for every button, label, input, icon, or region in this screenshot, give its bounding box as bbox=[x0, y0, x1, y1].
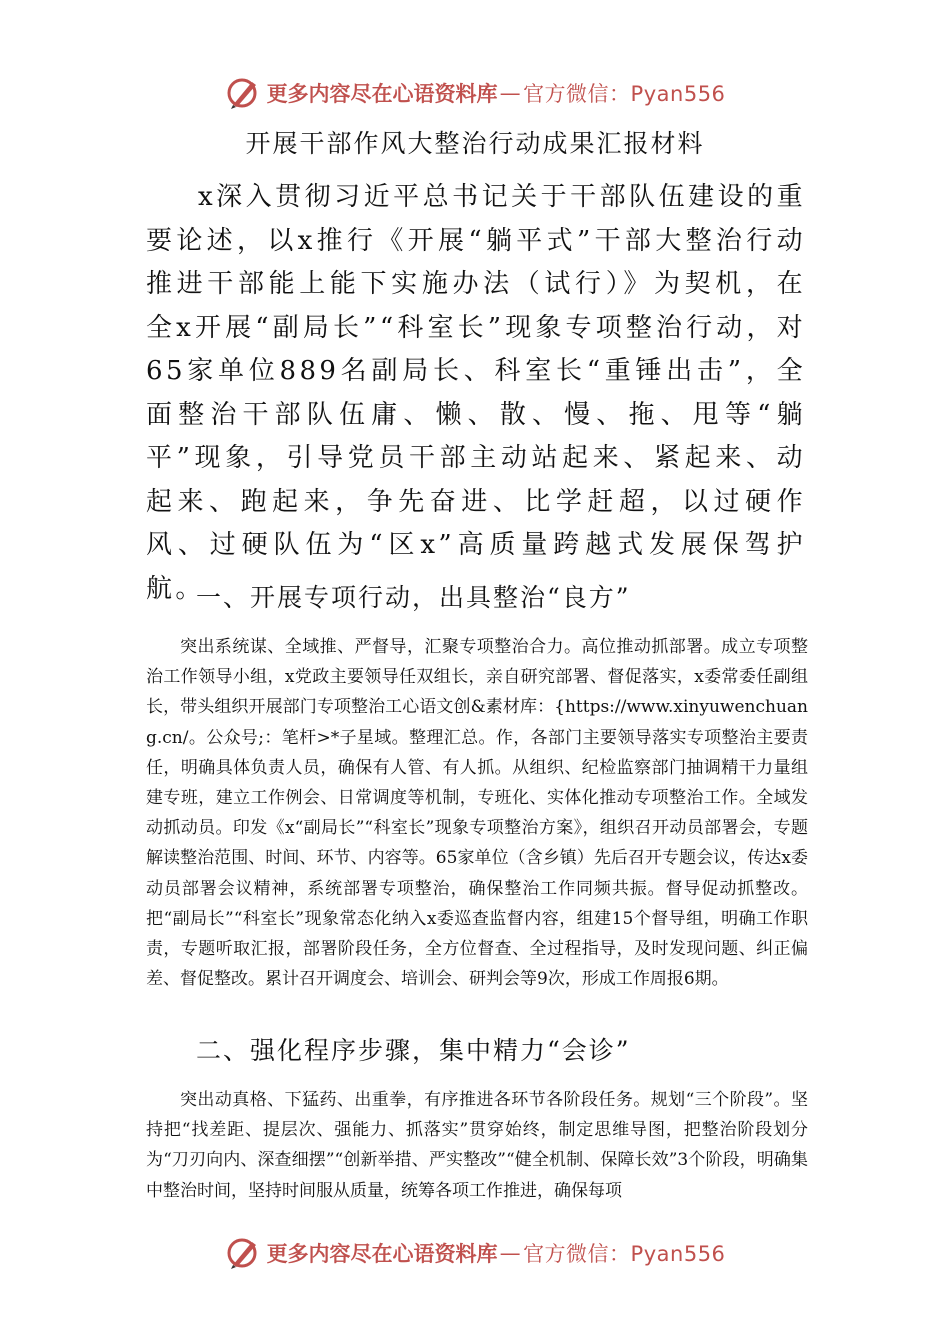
footer-watermark bbox=[0, 1233, 950, 1273]
pen-logo-icon bbox=[225, 75, 261, 111]
lead-paragraph: x深入贯彻习近平总书记关于干部队伍建设的重要论述，以x推行《开展“躺平式”干部大整治行动推进干部能上能下实施办法（试行）》为契机，在全x开展“副局长”“科室长”现象专项整治行动，对65家单位889名副局长、科室长“重锤出击”，全面整治干部队伍庸、懒、散、慢、拖、甩等“躺平”现象，引导党员干部主动站起来、紧起来、动起来、跑起来，争先奋进、比学赶超，以过硬作风、过硬队伍为“区x”高质量跨越式发展保驾护航。 bbox=[146, 182, 806, 604]
watermark-main-text: 更多内容尽在心语资料库 bbox=[266, 82, 498, 106]
section-2-paragraph: 突出动真格、下猛药、出重拳，有序推进各环节各阶段任务。规划“三个阶段”。坚持把“找差距、提层次、强能力、抓落实”贯穿始终，制定思维导图，把整治阶段划分为“刀刃向内、深查细摆”“创新举措、严实整改”“健全机制、保障长效”3个阶段，明确集中整治时间，坚持时间服从质量，统筹各项工作推进，确保每项 bbox=[146, 1090, 808, 1201]
section-1-heading: 一、开展专项行动，出具整治“良方” bbox=[196, 583, 631, 612]
watermark-contact-text: 官方微信：Pyan556 bbox=[523, 1242, 726, 1266]
pen-logo-icon bbox=[225, 1235, 261, 1271]
section-1-paragraph: 突出系统谋、全域推、严督导，汇聚专项整治合力。高位推动抓部署。成立专项整治工作领导小组，x党政主要领导任双组长，亲自研究部署、督促落实，x委常委任副组长，带头组织开展部门专项整治工心语文创&素材库：{https://www.xinyuwenchuang.cn/。公众号;：笔杆>*子星域。整理汇总。作，各部门主要领导落实专项整治主要责任，明确具体负责人员，确保有人管、有人抓。从组织、纪检监察部门抽调精干力量组建专班，建立工作例会、日常调度等机制，专班化、实体化推动专项整治工作。全域发动抓动员。印发《x“副局长”“科室长”现象专项整治方案》，组织召开动员部署会，专题解读整治范围、时间、环节、内容等。65家单位（含乡镇）先后召开专题会议，传达x委动员部署会议精神，系统部署专项整治，确保整治工作同频共振。督导促动抓整改。把“副局长”“科室长”现象常态化纳入x委巡查监督内容，组建15个督导组，明确工作职责，专题听取汇报，部署阶段任务，全方位督查、全过程指导，及时发现问题、纠正偏差、督促整改。累计召开调度会、培训会、研判会等9次，形成工作周报6期。 bbox=[146, 637, 808, 990]
watermark-main-text: 更多内容尽在心语资料库 bbox=[266, 1242, 498, 1266]
watermark-dash: — bbox=[499, 81, 522, 105]
watermark-dash: — bbox=[499, 1241, 522, 1265]
header-watermark bbox=[0, 73, 950, 113]
document-title: 开展干部作风大整治行动成果汇报材料 bbox=[245, 129, 705, 158]
section-2-heading: 二、强化程序步骤，集中精力“会诊” bbox=[196, 1036, 631, 1065]
watermark-contact-text: 官方微信：Pyan556 bbox=[523, 82, 726, 106]
